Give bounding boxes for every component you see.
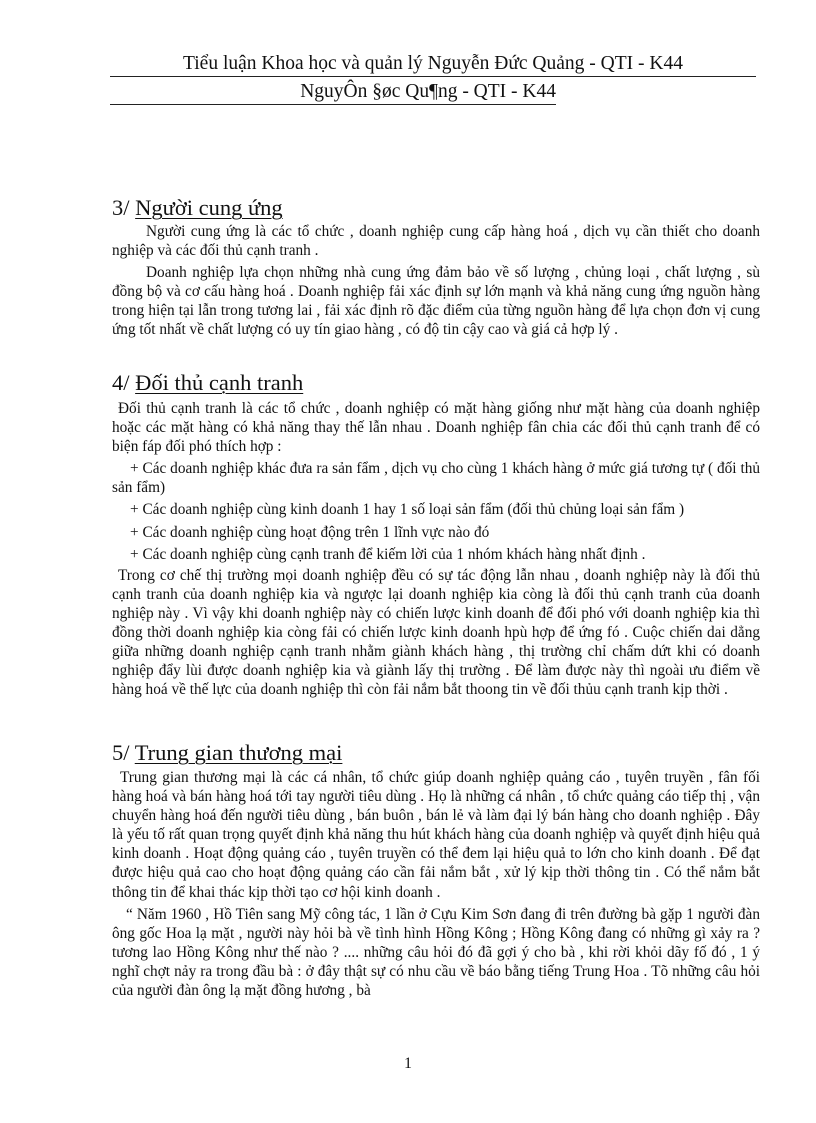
section-title: Người cung ứng	[135, 195, 283, 220]
section-title: Đối thủ cạnh tranh	[135, 370, 304, 395]
running-header: Tiểu luận Khoa học và quản lý Nguyễn Đức Quảng - QTI - K44	[110, 52, 756, 77]
section-body-intermediaries	[112, 768, 760, 1000]
paragraph: Trung gian thương mại là các cá nhân, tổ chức giúp doanh nghiệp quảng cáo , tuyên truyền , fân fối hàng hoá và bán hàng hoá tới tay người tiêu dùng . Họ là những cá nhân , tổ chức quảng cáo tiếp thị , vận chuyển hàng hoá đến người tiêu dùng , bán buôn , bán lẻ và làm đại lý bán hàng cho doanh nghiệp . Đây là yếu tố rất quan trọng quyết định khả năng thu hút khách hàng của doanh nghiệp và quyết định hiệu quả kinh doanh . Hoạt động quảng cáo , tuyên truyền có thể đem lại hiệu quả to lớn cho kinh doanh . Để đạt được hiệu quả cao cho hoạt động quảng cáo cần fải nắm bắt , xử lý kịp thời thông tin . Có thể nắm bắt thông tin để khai thác kịp thời tạo cơ hội kinh doanh .	[112, 769, 760, 901]
section-title: Trung gian thương mại	[134, 740, 343, 765]
paragraph: Doanh nghiệp lựa chọn những nhà cung ứng đảm bảo về số lượng , chủng loại , chất lượng , sù đồng bộ và cơ cấu hàng hoá . Doanh nghiệp fải xác định sự lớn mạnh và khả năng cung ứng nguồn hàng trong hiện tại lẫn trong tương lai , fải xác định rõ đặc điểm của từng nguồn hàng để lựa chọn đơn vị cung ứng tốt nhất về chất lượng có uy tín giao hàng , có độ tin cậy cao và giá cả hợp lý .	[112, 264, 760, 339]
section-heading-suppliers	[112, 195, 283, 221]
list-item: + Các doanh nghiệp cùng cạnh tranh để kiếm lời của 1 nhóm khách hàng nhất định .	[130, 545, 646, 563]
list-item: + Các doanh nghiệp cùng hoạt động trên 1 lĩnh vực nào đó	[130, 523, 490, 541]
section-heading-competitors	[112, 370, 303, 396]
paragraph: Người cung ứng là các tổ chức , doanh nghiệp cung cấp hàng hoá , dịch vụ cần thiết cho doanh nghiệp và các đối thủ cạnh tranh .	[112, 223, 760, 260]
section-heading-intermediaries	[112, 740, 342, 766]
author-header: NguyÔn §øc Qu¶ng - QTI - K44	[110, 80, 556, 105]
list-item: + Các doanh nghiệp cùng kinh doanh 1 hay 1 số loại sản fẩm (đối thủ chủng loại sản fẩm )	[130, 501, 685, 519]
paragraph: Đối thủ cạnh tranh là các tổ chức , doanh nghiệp có mặt hàng giống như mặt hàng của doanh nghiệp hoặc các mặt hàng có khả năng thay thế lẫn nhau . Doanh nghiệp fân chia các đối thủ cạnh tranh để có biện fáp đối phó thích hợp :	[112, 400, 760, 456]
section-number: 5/	[112, 740, 135, 765]
paragraph: “ Năm 1960 , Hồ Tiên sang Mỹ công tác, 1 lần ở Cựu Kim Sơn đang đi trên đường bà gặp 1 người đàn ông gốc Hoa lạ mặt , người này hỏi bà về tình hình Hồng Kông ; Hồng Kông đang có những gì xảy ra ? tương lao Hồng Kông như thế nào ? .... những câu hỏi đó đã gợi ý cho bà , khi rời khỏi dãy fố đó , 1 ý nghĩ chợt nảy ra trong đầu bà : ở đây thật sự có nhu cầu về báo bằng tiếng Trung Hoa . Tõ những câu hỏi của người đàn ông lạ mặt đồng hương , bà	[112, 905, 760, 1000]
section-body-suppliers	[112, 222, 760, 340]
list-item: + Các doanh nghiệp khác đưa ra sản fẩm , dịch vụ cho cùng 1 khách hàng ở mức giá tương tự ( đối thủ sản fẩm)	[112, 460, 760, 497]
paragraph: Trong cơ chế thị trường mọi doanh nghiệp đều có sự tác động lẫn nhau , doanh nghiệp này là đối thủ cạnh tranh của doanh nghiệp kia và ngược lại doanh nghiệp kia còng là đối thủ cạnh tranh của doanh nghiệp này . Vì vậy khi doanh nghiệp này có chiến lược kinh doanh để đối phó với doanh nghiệp kia thì đồng thời doanh nghiệp kia còng fải có chiến lược kinh doanh hpù hợp để ứng fó . Cuộc chiến dai dẳng giữa những doanh nghiệp cạnh tranh nhằm giành khách hàng , thị trường chỉ chấm dứt khi có doanh nghiệp đẩy lùi được doanh nghiệp kia và giành lấy thị trường . Để làm được này thì ngoài ưu điểm về hàng hoá về thế lực của doanh nghiệp thì còn fải nắm bắt thoong tin về đối thủu cạnh tranh kịp thời .	[112, 566, 760, 699]
section-number: 3/	[112, 195, 136, 220]
page-number: 1	[404, 1055, 412, 1072]
section-body-competitors	[112, 399, 760, 699]
section-number: 4/	[112, 370, 136, 395]
